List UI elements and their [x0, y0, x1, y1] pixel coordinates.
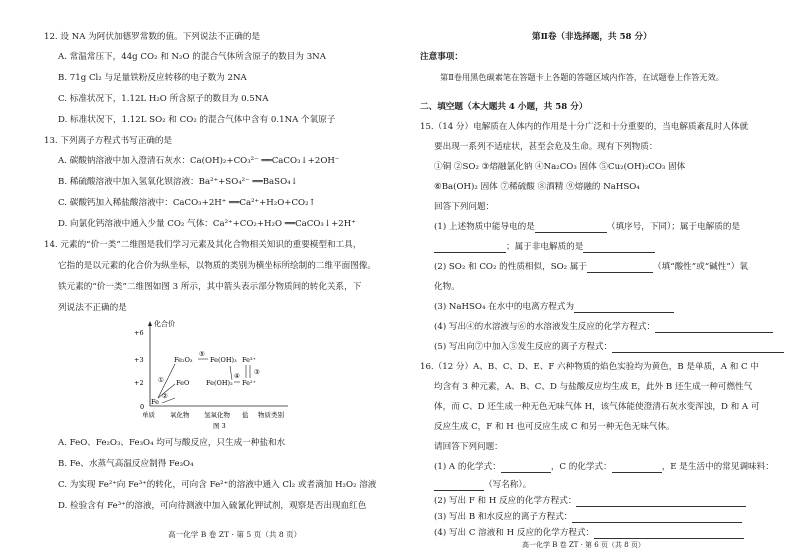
node-feoh2: Fe(OH)₂ — [206, 379, 233, 387]
ytick-plus6: +6 — [134, 329, 144, 337]
q14-line-4: 列说法不正确的是 — [58, 303, 127, 313]
ytick-plus3: +3 — [134, 356, 144, 364]
q14-line-3: 铁元素的“价一类”二维图如图 3 所示，其中箭头表示部分物质间的转化关系，下 — [58, 282, 362, 292]
section-title: 二、填空题（本大题共 4 小题，共 58 分） — [420, 102, 588, 112]
q15-sub1c: ；属于非电解质的是 — [506, 242, 584, 252]
q15-line-4: ⑥Ba(OH)₂ 固体 ⑦稀硫酸 ⑧酒精 ⑨熔融的 NaHSO₄ — [434, 182, 640, 192]
q15-sub4: (4) 写出④的水溶液与⑥的水溶液发生反应的化学方程式： — [434, 322, 656, 332]
q15-blank-eq5[interactable] — [612, 343, 784, 353]
q16-sub2: (2) 写出 F 和 H 反应的化学方程式： — [434, 496, 577, 506]
q12-option-d: D. 标准状况下，1.12L SO₂ 和 CO₂ 的混合气体中含有 0.1NA 个氧原子 — [58, 115, 336, 125]
q16-line-5: 请回答下列问题： — [434, 442, 503, 452]
mark-1: ① — [158, 376, 164, 384]
q16-sub1-line2 — [434, 480, 531, 491]
q16-blank-eq2[interactable] — [576, 497, 746, 507]
mark-2: ② — [162, 392, 168, 400]
q16-line-2: 均含有 3 种元素，A、B、C、D 与盐酸反应均生成 E，此外 B 还生成一种可燃性气 — [434, 382, 753, 392]
y-axis-label: 化合价 — [154, 320, 175, 328]
q15-blank-electrolyte[interactable] — [434, 243, 506, 253]
q16-line-3: 体，而 C、D 还生成一种无色无味气体 H，该气体能使澄清石灰水变浑浊，D 和 A 可 — [434, 402, 760, 412]
q16-sub1c: ，E 是生活中的常见调味料： — [661, 462, 774, 472]
notice-title: 注意事项： — [420, 52, 463, 62]
q16-sub4-line — [434, 528, 744, 539]
q14-line-2: 它指的是以元素的化合价为纵坐标，以物质的类别为横坐标所绘制的二维平面图像。 — [58, 261, 376, 271]
q15-line-2: 要出现一系列不适症状，甚至会危及生命。现有下列物质： — [434, 142, 658, 152]
q15-blank-nonelectrolyte[interactable] — [583, 243, 655, 253]
node-feo: FeO — [176, 379, 190, 387]
node-feoh3: Fe(OH)₃ — [210, 356, 237, 364]
q14-option-a: A. FeO、Fe₂O₃、Fe₃O₄ 均可与酸反应，只生成一种盐和水 — [58, 438, 286, 448]
q14-option-d: D. 检验含有 Fe³⁺的溶液，可向待测液中加入硫氰化钾试剂，观察是否出现血红色 — [58, 501, 367, 511]
mark-5: ⑤ — [199, 350, 205, 358]
fe-valence-class-diagram — [118, 318, 318, 430]
q15-blank-oxide-type[interactable] — [587, 263, 653, 273]
q15-sub3: (3) NaHSO₄ 在水中的电离方程式为 — [434, 302, 575, 312]
q12-option-a: A. 常温常压下，44g CO₂ 和 N₂O 的混合气体所含原子的数目为 3NA — [58, 52, 326, 62]
q12-option-c: C. 标准状况下，1.12L H₂O 所含原子的数目为 0.5NA — [58, 94, 269, 104]
q12-stem: 12. 设 NA 为阿伏加德罗常数的值。下列说法不正确的是 — [44, 32, 261, 42]
q15-sub2b: （填“酸性”或“碱性”）氧 — [653, 262, 748, 272]
q16-blank-c[interactable] — [612, 463, 662, 473]
xcat-oxide: 氧化物 — [170, 411, 190, 419]
q14-option-c: C. 为实现 Fe²⁺向 Fe³⁺的转化，可向含 Fe²⁺的溶液中通入 Cl₂ 或者滴加 H₂O₂ 溶液 — [58, 480, 377, 490]
q16-blank-eq3[interactable] — [572, 513, 742, 523]
q15-sub5-line — [434, 342, 784, 353]
q15-blank-conductive[interactable] — [535, 223, 607, 233]
q15-line-3: ①铜 ②SO₂ ③熔融氯化钠 ④Na₂CO₃ 固体 ⑤Cu₂(OH)₂CO₃ 固体 — [434, 162, 686, 172]
q15-line-1: 15.（14 分）电解质在人体内的作用是十分广泛和十分重要的，当电解质紊乱时人体就 — [420, 122, 749, 132]
node-fe: Fe — [151, 398, 160, 406]
q16-sub3-line — [434, 512, 742, 523]
node-fe3plus: Fe³⁺ — [242, 356, 257, 364]
q13-option-d: D. 向氯化钙溶液中通入少量 CO₂ 气体：Ca²⁺+CO₂+H₂O ══CaCO₃↓+2H⁺ — [58, 219, 356, 229]
q16-line-4: 反应生成 C，F 和 H 也可反应生成 C 和另一种无色无味气体。 — [434, 422, 675, 432]
q16-blank-eq4[interactable] — [594, 529, 744, 539]
xcat-element: 单质 — [142, 411, 155, 419]
q16-blank-a[interactable] — [501, 463, 551, 473]
q13-option-c: C. 碳酸钙加入稀盐酸溶液中：CaCO₃+2H⁺ ══Ca²⁺+H₂O+CO₂↑ — [58, 198, 316, 208]
q15-sub1-line2 — [434, 242, 655, 253]
xcat-hydroxide: 氢氧化物 — [204, 411, 230, 419]
q16-blank-e[interactable] — [434, 481, 484, 491]
q16-sub1b: ，C 的化学式： — [550, 462, 612, 472]
q15-blank-ionization[interactable] — [574, 303, 674, 313]
right-footer: 高一化学 B 卷 ZT · 第 6 页（共 8 页） — [522, 541, 645, 549]
figure-caption: 图 3 — [213, 422, 226, 430]
mark-3: ③ — [254, 368, 260, 376]
xcat-salt: 盐 — [242, 411, 249, 419]
q16-sub1a: (1) A 的化学式： — [434, 462, 501, 472]
q16-sub1-line1 — [434, 462, 774, 473]
node-fe2plus: Fe²⁺ — [242, 379, 257, 387]
q16-sub2-line — [434, 496, 746, 507]
ytick-zero: 0 — [140, 403, 145, 411]
q14-option-b: B. Fe、水蒸气高温反应制得 Fe₃O₄ — [58, 459, 194, 469]
arrow-feoh2-feoh3 — [230, 366, 232, 380]
q16-sub1d: （写名称）。 — [484, 480, 532, 490]
q13-option-b: B. 稀硫酸溶液中加入氢氧化钡溶液：Ba²⁺+SO₄²⁻ ══BaSO₄↓ — [58, 177, 298, 187]
q15-sub4-line — [434, 322, 773, 333]
q15-sub1b: （填序号，下同）；属于电解质的是 — [606, 222, 741, 232]
q15-sub2c: 化物。 — [434, 282, 460, 292]
ytick-plus2: +2 — [134, 379, 144, 387]
q16-sub3: (3) 写出 B 和水反应的离子方程式： — [434, 512, 573, 522]
q13-option-a: A. 碳酸钠溶液中加入澄清石灰水：Ca(OH)₂+CO₃²⁻ ══CaCO₃↓+2OH⁻ — [58, 156, 340, 166]
mark-4: ④ — [234, 372, 240, 380]
q15-line-5: 回答下列问题： — [434, 202, 495, 212]
xcat-title: 物质类别 — [258, 411, 284, 419]
left-footer: 高一化学 B 卷 ZT · 第 5 页（共 8 页） — [168, 530, 302, 539]
part-title: 第Ⅱ卷（非选择题，共 58 分） — [532, 32, 652, 42]
q15-sub1-line1 — [434, 222, 740, 233]
q13-stem: 13. 下列离子方程式书写正确的是 — [44, 136, 173, 146]
q12-option-b: B. 71g Cl₂ 与足量铁粉反应转移的电子数为 2NA — [58, 73, 247, 83]
y-axis-arrow — [148, 321, 152, 326]
q16-sub4: (4) 写出 C 溶液和 H 反应的化学方程式： — [434, 528, 595, 538]
q15-sub2a: (2) SO₂ 和 CO₂ 的性质相似，SO₂ 属于 — [434, 262, 587, 272]
q14-line-1: 14. 元素的“价一类”二维图是我们学习元素及其化合物相关知识的重要模型和工具， — [44, 240, 362, 250]
node-fe2o3: Fe₂O₃ — [174, 356, 193, 364]
q15-sub2-line1 — [434, 262, 748, 273]
right-page — [400, 0, 800, 550]
q15-sub1a: (1) 上述物质中能导电的是 — [434, 222, 535, 232]
q15-blank-eq4[interactable] — [655, 323, 773, 333]
q15-sub3-line — [434, 302, 674, 313]
diagram-svg — [118, 318, 318, 430]
q16-line-1: 16.（12 分）A、B、C、D、E、F 六种物质的焰色实验均为黄色，B 是单质，A 和 C 中 — [420, 362, 759, 372]
notice-text: 第Ⅱ卷用黑色碳素笔在答题卡上各题的答题区域内作答，在试题卷上作答无效。 — [440, 72, 724, 82]
q15-sub5: (5) 写出向⑦中加入⑤发生反应的离子方程式： — [434, 342, 613, 352]
